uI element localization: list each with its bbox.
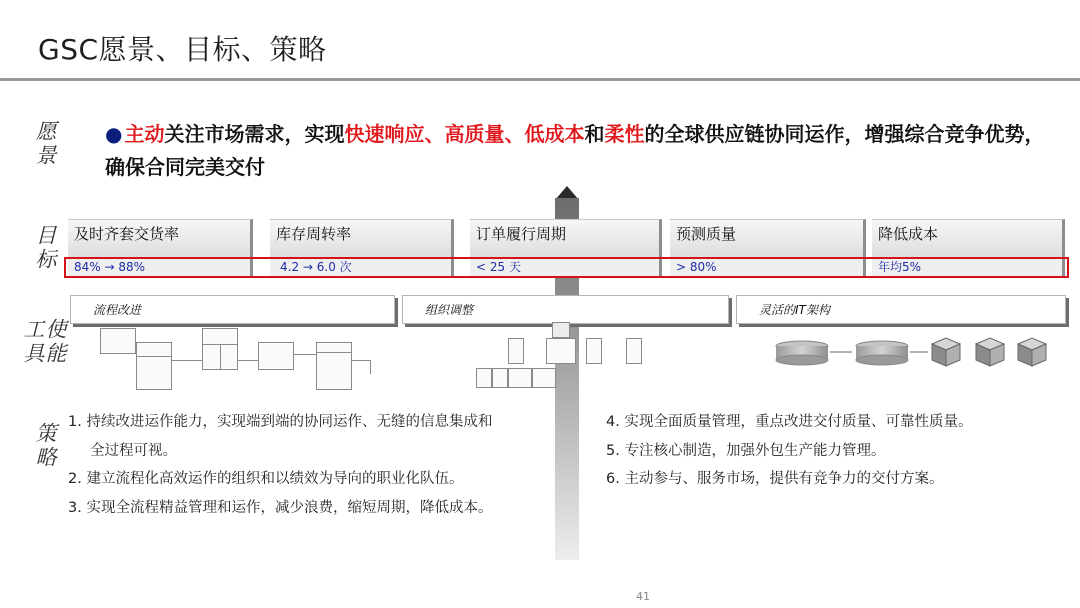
goal-values-highlight-frame xyxy=(64,257,1069,278)
section-label-goals: 目标 xyxy=(33,224,57,272)
tool-card-process xyxy=(70,295,395,324)
goal-label: 及时齐套交货率 xyxy=(74,225,180,243)
tool-card-it xyxy=(736,295,1066,324)
strategy-item: 2. 建立流程化高效运作的组织和以绩效为导向的职业化队伍。 xyxy=(68,471,464,487)
goal-value: < 25 天 xyxy=(476,260,521,274)
database-server-icon xyxy=(774,334,1064,370)
vision-text: 的全球供应链协同运作，增强综合竞争优势，确保合同完美交付 xyxy=(105,122,1045,179)
process-flow-diagram xyxy=(96,328,378,392)
page-number: 41 xyxy=(636,590,650,603)
section-label-enablers xyxy=(20,318,66,378)
vision-text: 关注市场需求，实现 xyxy=(164,122,345,146)
section-label-strategies: 策略 xyxy=(33,422,57,470)
section-label-enablers-text: 使能工具 xyxy=(21,318,67,366)
title-divider xyxy=(0,78,1080,81)
strategy-item: 6. 主动参与、服务市场，提供有竞争力的交付方案。 xyxy=(606,471,944,487)
strategy-item-continued: 全过程可视。 xyxy=(90,443,177,459)
vision-text: 和 xyxy=(584,122,605,146)
vision-highlight: 主动 xyxy=(124,122,165,146)
strategy-item: 5. 专注核心制造，加强外包生产能力管理。 xyxy=(606,443,886,459)
it-architecture-diagram xyxy=(774,334,1064,370)
strategy-item: 4. 实现全面质量管理，重点改进交付质量、可靠性质量。 xyxy=(606,414,973,430)
page-title: GSC愿景、目标、策略 xyxy=(38,33,327,66)
goal-card xyxy=(470,219,662,259)
org-chart-diagram xyxy=(476,322,646,390)
section-label-vision: 愿景 xyxy=(33,120,57,168)
goal-value: 4.2 → 6.0 次 xyxy=(280,260,352,274)
goal-label: 降低成本 xyxy=(878,225,939,243)
goal-card xyxy=(68,219,253,259)
vision-statement xyxy=(105,118,1050,184)
strategy-item: 3. 实现全流程精益管理和运作，减少浪费，缩短周期，降低成本。 xyxy=(68,500,493,516)
goal-card xyxy=(872,219,1065,259)
tool-label: 组织调整 xyxy=(425,303,474,317)
bullet-icon: ● xyxy=(105,122,123,146)
goal-value: > 80% xyxy=(676,260,717,274)
goal-label: 库存周转率 xyxy=(276,225,352,243)
vision-highlight: 柔性 xyxy=(604,122,645,146)
vision-highlight: 快速响应、高质量、低成本 xyxy=(344,122,585,146)
goal-label: 预测质量 xyxy=(676,225,737,243)
tool-card-organization xyxy=(402,295,729,324)
tool-label: 流程改进 xyxy=(93,303,142,317)
goal-card xyxy=(670,219,866,259)
goal-value: 年均5% xyxy=(878,260,922,274)
goal-value: 84% → 88% xyxy=(74,260,146,274)
goal-card xyxy=(270,219,454,259)
strategy-item: 1. 持续改进运作能力，实现端到端的协同运作、无缝的信息集成和 xyxy=(68,414,493,430)
tool-label: 灵活的IT架构 xyxy=(759,303,830,317)
goal-label: 订单履行周期 xyxy=(476,225,567,243)
